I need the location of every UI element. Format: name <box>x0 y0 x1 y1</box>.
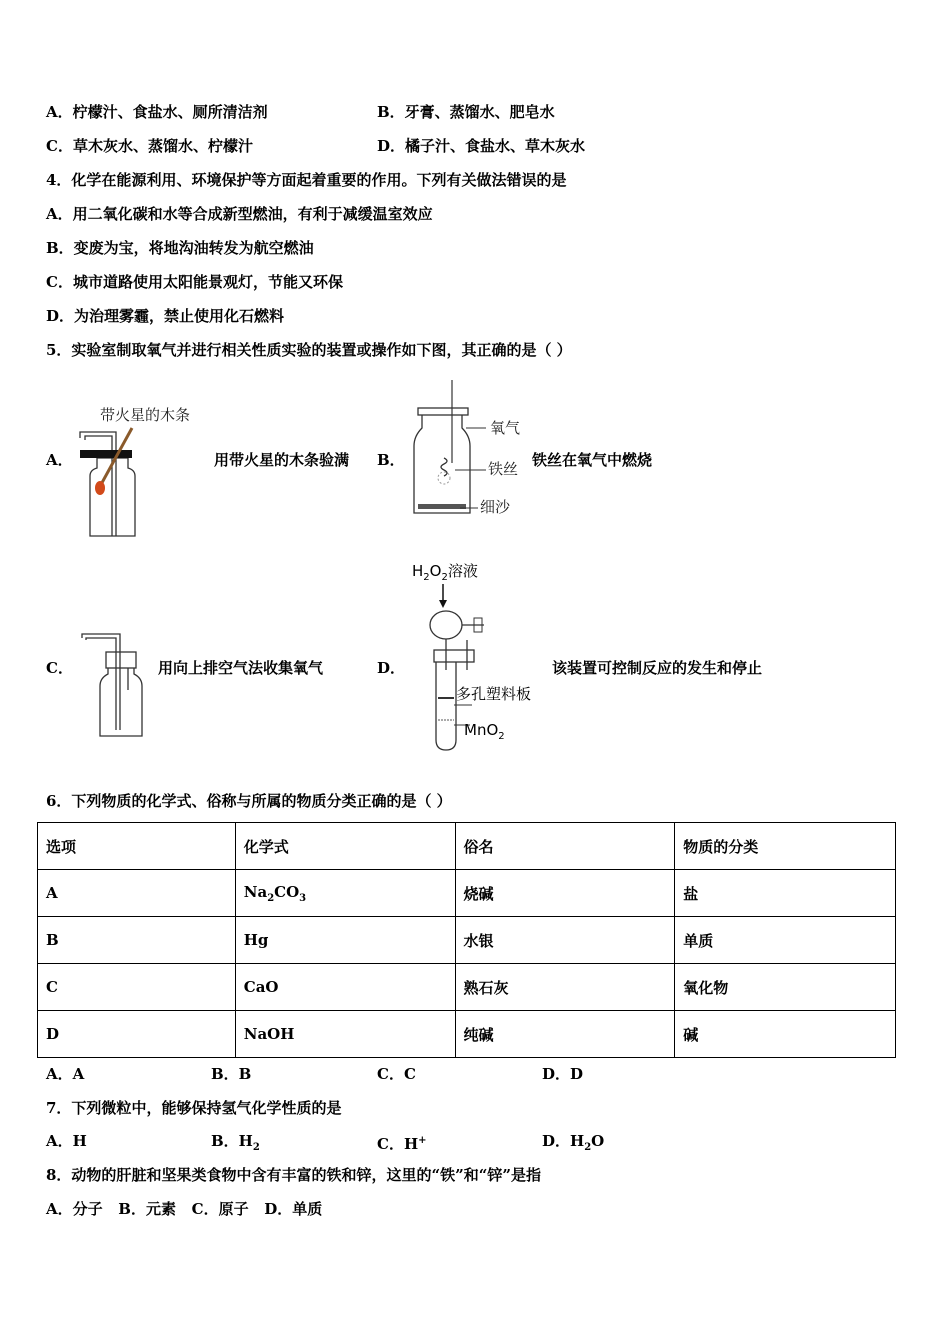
q5-stem: 5．实验室制取氧气并进行相关性质实验的装置或操作如下图，其正确的是（ ） <box>46 341 572 359</box>
q7-option-d: D．$H_2O$ <box>542 1132 605 1153</box>
q6-answer-a: A．A <box>46 1065 85 1083</box>
q4-stem: 4．化学在能源利用、环境保护等方面起着重要的作用。下列有关做法错误的是 <box>46 171 567 189</box>
cell-option: C <box>38 964 236 1011</box>
q4-option-a: A．用二氧化碳和水等合成新型燃油，有利于减缓温室效应 <box>46 205 433 223</box>
q5-c-label: C． <box>46 659 73 677</box>
cell-class: 氧化物 <box>675 964 896 1011</box>
q6-answer-c: C．C <box>377 1065 416 1083</box>
q3-option-d: D．橘子汁、食盐水、草木灰水 <box>377 137 586 155</box>
table-row <box>38 1011 896 1058</box>
cell-formula: Hg <box>235 917 455 964</box>
q5-d-fig-solution: $H_2O_2$溶液 <box>412 562 478 583</box>
cell-class: 单质 <box>675 917 896 964</box>
table-row <box>38 917 896 964</box>
q6-stem: 6．下列物质的化学式、俗称与所属的物质分类正确的是（ ） <box>46 792 452 810</box>
q6-table <box>37 822 896 1058</box>
header-class: 物质的分类 <box>675 823 896 870</box>
q5-d-fig-plate: 多孔塑料板 <box>456 685 532 703</box>
cell-option: D <box>38 1011 236 1058</box>
q3-option-b: B．牙膏、蒸馏水、肥皂水 <box>377 103 555 121</box>
q5-b-figure <box>400 378 530 523</box>
cell-common-name: 水银 <box>455 917 675 964</box>
q8-options: A．分子 B．元素 C．原子 D．单质 <box>46 1200 323 1218</box>
header-common-name: 俗名 <box>455 823 675 870</box>
cell-formula: $Na_2CO_3$ <box>235 870 455 917</box>
q5-c-desc: 用向上排空气法收集氧气 <box>158 659 324 677</box>
q6-answer-b: B．B <box>211 1065 252 1083</box>
q5-b-desc: 铁丝在氧气中燃烧 <box>532 451 653 469</box>
q5-c-figure <box>80 630 160 742</box>
q5-b-fig-oxygen: 氧气 <box>490 419 521 437</box>
q4-option-b: B．变废为宝，将地沟油转发为航空燃油 <box>46 239 314 257</box>
cell-common-name: 烧碱 <box>455 870 675 917</box>
cell-option: B <box>38 917 236 964</box>
q5-a-figure <box>70 398 220 543</box>
q7-option-b: B．$H_2$ <box>211 1132 260 1153</box>
table-row <box>38 870 896 917</box>
cell-common-name: 熟石灰 <box>455 964 675 1011</box>
q5-d-fig-mno2: MnO$_2$ <box>464 721 505 742</box>
q4-option-c: C．城市道路使用太阳能景观灯，节能又环保 <box>46 273 343 291</box>
q5-d-label: D． <box>377 659 406 677</box>
q7-stem: 7．下列微粒中，能够保持氢气化学性质的是 <box>46 1099 342 1117</box>
cell-formula: NaOH <box>235 1011 455 1058</box>
q7-option-c: C．H+ <box>377 1135 427 1153</box>
header-option: 选项 <box>38 823 236 870</box>
q5-a-desc: 用带火星的木条验满 <box>214 451 350 469</box>
table-row <box>38 964 896 1011</box>
q3-option-c: C．草木灰水、蒸馏水、柠檬汁 <box>46 137 253 155</box>
cell-class: 盐 <box>675 870 896 917</box>
q6-answer-d: D．D <box>542 1065 584 1083</box>
q5-b-fig-sand: 细沙 <box>480 498 511 516</box>
q5-a-fig-label: 带火星的木条 <box>100 406 191 424</box>
q7-option-a: A．H <box>46 1132 87 1150</box>
cell-class: 碱 <box>675 1011 896 1058</box>
q5-b-fig-iron: 铁丝 <box>488 460 519 478</box>
q5-d-desc: 该装置可控制反应的发生和停止 <box>552 659 763 677</box>
q3-option-a: A．柠檬汁、食盐水、厕所清洁剂 <box>46 103 268 121</box>
q4-option-d: D．为治理雾霾，禁止使用化石燃料 <box>46 307 285 325</box>
q8-stem: 8．动物的肝脏和坚果类食物中含有丰富的铁和锌，这里的“铁”和“锌”是指 <box>46 1166 541 1184</box>
q5-b-label: B． <box>377 451 405 469</box>
cell-common-name: 纯碱 <box>455 1011 675 1058</box>
cell-formula: CaO <box>235 964 455 1011</box>
cell-option: A <box>38 870 236 917</box>
table-header-row <box>38 823 896 870</box>
q5-a-label: A． <box>46 451 73 469</box>
header-formula: 化学式 <box>235 823 455 870</box>
